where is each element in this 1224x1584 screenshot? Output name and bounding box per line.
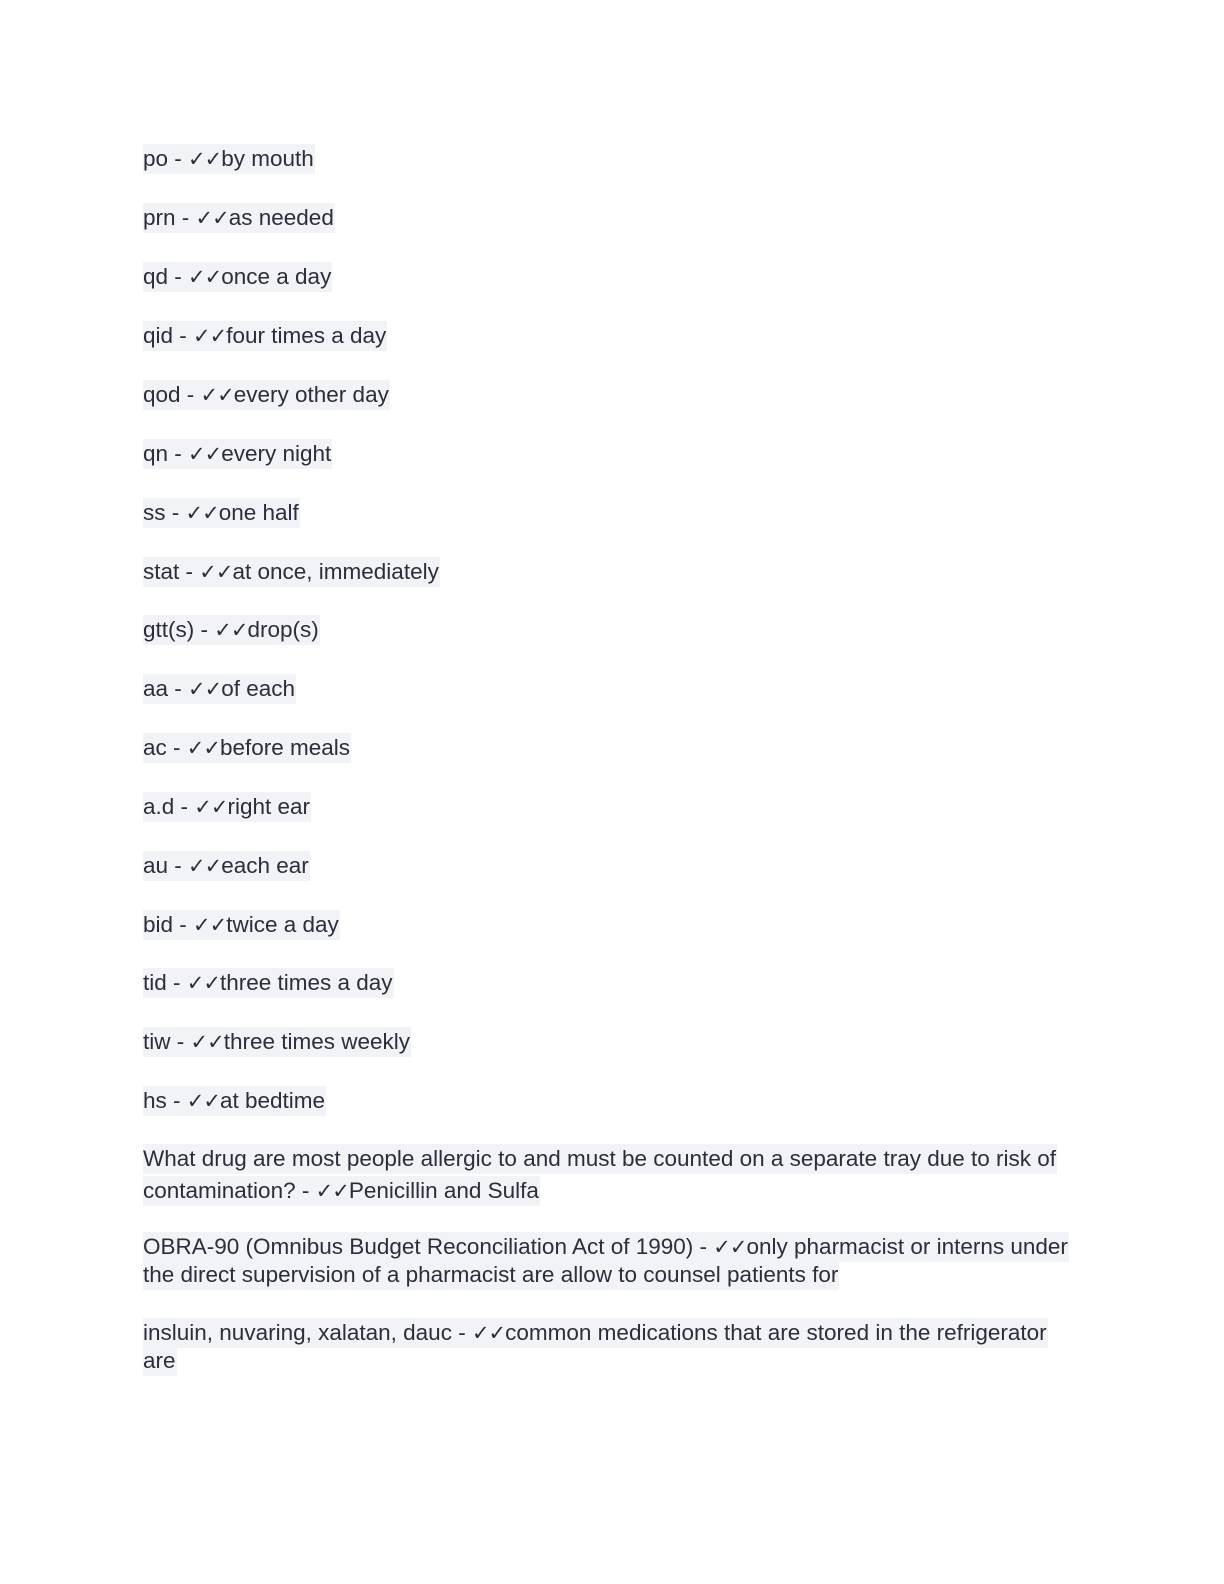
flashcard-entry bbox=[143, 793, 311, 821]
entry-definition: four times a day bbox=[226, 323, 387, 348]
check-mark-icon: ✓✓ bbox=[315, 1179, 349, 1203]
entry-definition: twice a day bbox=[226, 912, 339, 937]
entry-separator: - bbox=[179, 559, 200, 584]
entry-definition: by mouth bbox=[221, 146, 314, 171]
flashcard-entry bbox=[143, 616, 320, 644]
entry-separator: - bbox=[180, 382, 201, 407]
entry-term: insluin, nuvaring, xalatan, dauc bbox=[143, 1320, 452, 1345]
entry-term: bid bbox=[143, 912, 174, 937]
entry-term: tiw bbox=[143, 1029, 171, 1054]
entry-separator: - bbox=[168, 853, 189, 878]
entry-definition: each ear bbox=[221, 853, 309, 878]
check-mark-icon: ✓✓ bbox=[195, 206, 229, 230]
entry-separator: - bbox=[451, 1320, 472, 1345]
check-mark-icon: ✓✓ bbox=[188, 147, 222, 171]
check-mark-icon: ✓✓ bbox=[193, 913, 227, 937]
flashcard-entry bbox=[143, 499, 300, 527]
flashcard-entry bbox=[143, 204, 335, 232]
entry-definition: of each bbox=[221, 676, 296, 701]
entry-term: qn bbox=[143, 441, 169, 466]
check-mark-icon: ✓✓ bbox=[186, 971, 220, 995]
check-mark-icon: ✓✓ bbox=[190, 1030, 224, 1054]
entry-term: qd bbox=[143, 264, 169, 289]
flashcard-entry bbox=[143, 1319, 1073, 1375]
flashcard-entry bbox=[143, 440, 332, 468]
check-mark-icon: ✓✓ bbox=[188, 677, 222, 701]
flashcard-entry bbox=[143, 1233, 1073, 1289]
entry-separator: - bbox=[166, 735, 187, 760]
check-mark-icon: ✓✓ bbox=[186, 1089, 220, 1113]
check-mark-icon: ✓✓ bbox=[193, 324, 227, 348]
entry-term: What drug are most people allergic to and must be counted on a separate tray due to risk of contamination? bbox=[143, 1146, 1057, 1203]
check-mark-icon: ✓✓ bbox=[188, 854, 222, 878]
entry-term: po bbox=[143, 146, 169, 171]
check-mark-icon: ✓✓ bbox=[194, 795, 228, 819]
flashcard-entry bbox=[143, 734, 351, 762]
flashcard-entry bbox=[143, 381, 390, 409]
entry-definition: three times weekly bbox=[223, 1029, 411, 1054]
entry-definition: only pharmacist or interns under the direct supervision of a pharmacist are allow to counsel patients for bbox=[143, 1234, 1068, 1287]
check-mark-icon: ✓✓ bbox=[200, 383, 234, 407]
entry-definition: as needed bbox=[228, 205, 334, 230]
entry-term: OBRA-90 (Omnibus Budget Reconciliation Act of 1990) bbox=[143, 1234, 694, 1259]
entry-definition: once a day bbox=[221, 264, 332, 289]
entry-separator: - bbox=[166, 970, 187, 995]
entry-definition: one half bbox=[218, 500, 299, 525]
check-mark-icon: ✓✓ bbox=[188, 265, 222, 289]
entry-definition: every other day bbox=[233, 382, 389, 407]
check-mark-icon: ✓✓ bbox=[186, 736, 220, 760]
entry-separator: - bbox=[170, 1029, 191, 1054]
entry-separator: - bbox=[295, 1178, 316, 1203]
flashcard-entry bbox=[143, 1028, 411, 1056]
check-mark-icon: ✓✓ bbox=[199, 560, 233, 584]
entry-separator: - bbox=[174, 794, 195, 819]
entry-term: ss bbox=[143, 500, 166, 525]
entry-term: gtt(s) bbox=[143, 617, 195, 642]
entry-term: stat bbox=[143, 559, 180, 584]
entry-term: prn bbox=[143, 205, 176, 230]
flashcard-entry bbox=[143, 911, 340, 939]
entry-separator: - bbox=[168, 676, 189, 701]
entry-definition: before meals bbox=[219, 735, 351, 760]
entry-definition: every night bbox=[221, 441, 332, 466]
entry-definition: three times a day bbox=[219, 970, 393, 995]
flashcard-entry bbox=[143, 969, 394, 997]
check-mark-icon: ✓✓ bbox=[471, 1321, 506, 1345]
flashcard-entry bbox=[143, 322, 387, 350]
entry-separator: - bbox=[173, 323, 194, 348]
entry-term: aa bbox=[143, 676, 169, 701]
entry-term: au bbox=[143, 853, 169, 878]
flashcard-entry bbox=[143, 1143, 1073, 1207]
entry-definition: at once, immediately bbox=[232, 559, 439, 584]
entry-definition: at bedtime bbox=[219, 1088, 326, 1113]
entry-definition: right ear bbox=[227, 794, 311, 819]
entry-term: ac bbox=[143, 735, 167, 760]
entry-separator: - bbox=[168, 264, 189, 289]
entry-separator: - bbox=[168, 146, 189, 171]
flashcard-entry bbox=[143, 675, 296, 703]
check-mark-icon: ✓✓ bbox=[713, 1235, 747, 1259]
flashcard-entry bbox=[143, 852, 310, 880]
entry-term: tid bbox=[143, 970, 167, 995]
entry-separator: - bbox=[175, 205, 196, 230]
entry-term: qid bbox=[143, 323, 174, 348]
entry-definition: common medications that are stored in the refrigerator are bbox=[143, 1320, 1047, 1373]
flashcard-entry bbox=[143, 1087, 326, 1115]
document-page bbox=[143, 0, 1083, 1584]
entry-term: a.d bbox=[143, 794, 175, 819]
flashcard-entry bbox=[143, 558, 440, 586]
flashcard-entry bbox=[143, 263, 332, 291]
entry-separator: - bbox=[173, 912, 194, 937]
entry-separator: - bbox=[194, 617, 215, 642]
entry-separator: - bbox=[168, 441, 189, 466]
entry-separator: - bbox=[165, 500, 186, 525]
check-mark-icon: ✓✓ bbox=[185, 501, 219, 525]
check-mark-icon: ✓✓ bbox=[214, 618, 248, 642]
entry-definition: drop(s) bbox=[247, 617, 319, 642]
entry-term: qod bbox=[143, 382, 181, 407]
entry-separator: - bbox=[166, 1088, 187, 1113]
flashcard-entry bbox=[143, 145, 315, 173]
entry-term: hs bbox=[143, 1088, 167, 1113]
entry-separator: - bbox=[693, 1234, 714, 1259]
entry-definition: Penicillin and Sulfa bbox=[348, 1178, 539, 1203]
check-mark-icon: ✓✓ bbox=[188, 442, 222, 466]
